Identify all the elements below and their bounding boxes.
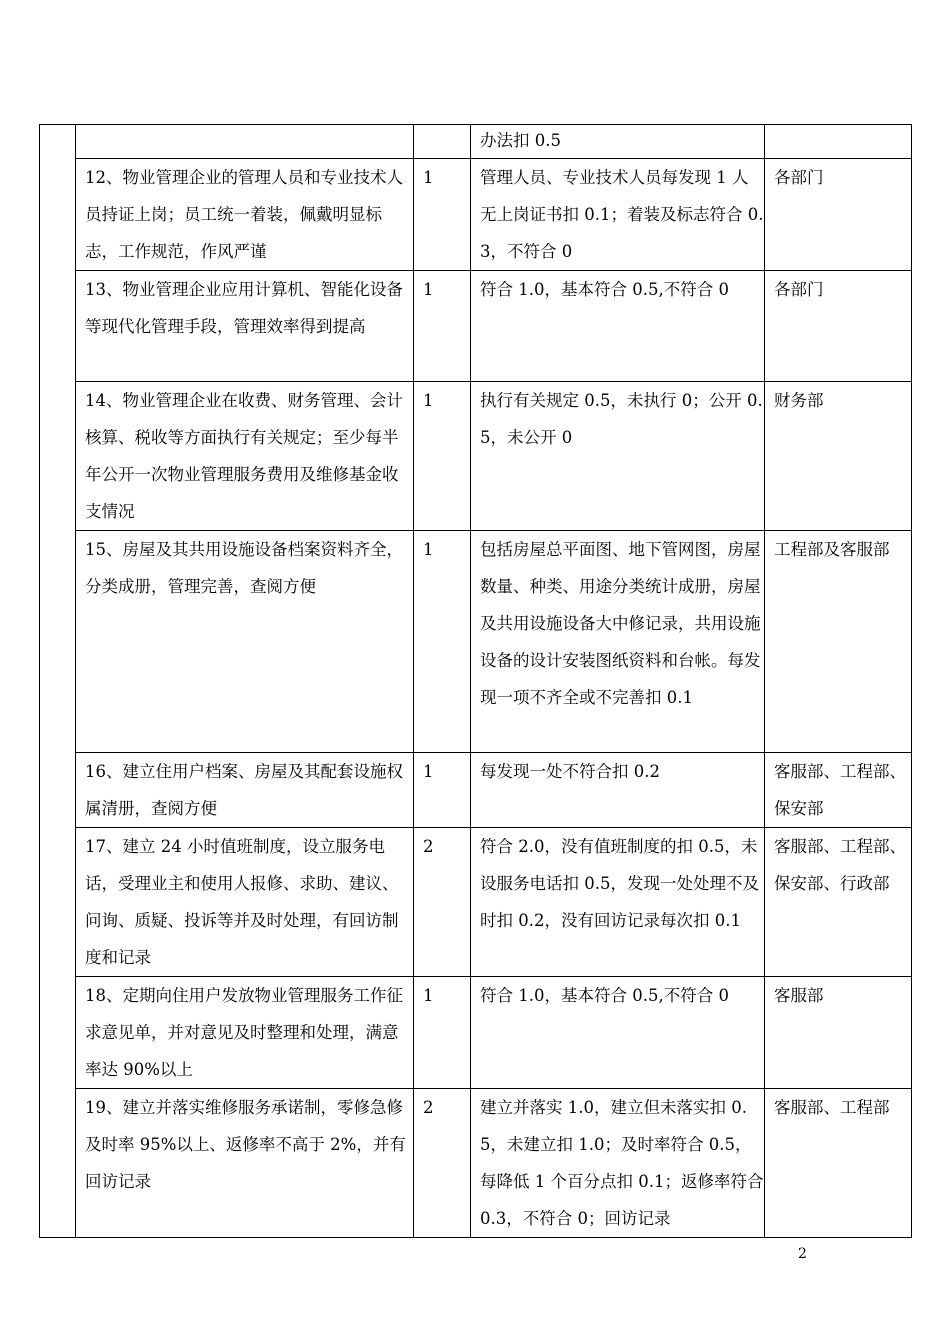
department-cell: 财务部 xyxy=(765,382,912,531)
standard-cell: 执行有关规定 0.5，未执行 0；公开 0.5，未公开 0 xyxy=(471,382,765,531)
item-cell xyxy=(76,125,414,159)
table-row xyxy=(40,159,912,271)
table-row xyxy=(40,977,912,1089)
score-cell: 1 xyxy=(414,159,471,271)
table-row xyxy=(40,753,912,828)
table-row xyxy=(40,531,912,753)
item-cell: 15、房屋及其共用设施设备档案资料齐全，分类成册，管理完善，查阅方便 xyxy=(76,531,414,753)
standard-cell: 符合 2.0，没有值班制度的扣 0.5，未设服务电话扣 0.5，发现一处处理不及时扣 0.2，没有回访记录每次扣 0.1 xyxy=(471,828,765,977)
evaluation-table xyxy=(39,124,912,1238)
category-cell xyxy=(40,125,76,1238)
standard-cell: 包括房屋总平面图、地下管网图，房屋数量、种类、用途分类统计成册，房屋及共用设施设备大中修记录，共用设施设备的设计安装图纸资料和台帐。每发现一项不齐全或不完善扣 0.1 xyxy=(471,531,765,753)
department-cell: 客服部、工程部、保安部、行政部 xyxy=(765,828,912,977)
department-cell: 各部门 xyxy=(765,159,912,271)
score-cell: 1 xyxy=(414,531,471,753)
item-cell: 12、物业管理企业的管理人员和专业技术人员持证上岗；员工统一着装，佩戴明显标志，工作规范，作风严谨 xyxy=(76,159,414,271)
item-cell: 17、建立 24 小时值班制度，设立服务电话，受理业主和使用人报修、求助、建议、问询、质疑、投诉等并及时处理，有回访制度和记录 xyxy=(76,828,414,977)
department-cell xyxy=(765,125,912,159)
table-row xyxy=(40,1089,912,1238)
score-cell: 1 xyxy=(414,753,471,828)
item-cell: 14、物业管理企业在收费、财务管理、会计核算、税收等方面执行有关规定；至少每半年公开一次物业管理服务费用及维修基金收支情况 xyxy=(76,382,414,531)
item-cell: 18、定期向住用户发放物业管理服务工作征求意见单，并对意见及时整理和处理，满意率达 90%以上 xyxy=(76,977,414,1089)
department-cell: 各部门 xyxy=(765,271,912,382)
item-cell: 13、物业管理企业应用计算机、智能化设备等现代化管理手段，管理效率得到提高 xyxy=(76,271,414,382)
standard-cell: 每发现一处不符合扣 0.2 xyxy=(471,753,765,828)
standard-cell: 符合 1.0，基本符合 0.5,不符合 0 xyxy=(471,977,765,1089)
item-cell: 16、建立住用户档案、房屋及其配套设施权属清册，查阅方便 xyxy=(76,753,414,828)
score-cell xyxy=(414,125,471,159)
score-cell: 2 xyxy=(414,828,471,977)
standard-cell: 办法扣 0.5 xyxy=(471,125,765,159)
table-row xyxy=(40,125,912,159)
department-cell: 客服部 xyxy=(765,977,912,1089)
score-cell: 1 xyxy=(414,382,471,531)
standard-cell: 管理人员、专业技术人员每发现 1 人无上岗证书扣 0.1；着装及标志符合 0.3，不符合 0 xyxy=(471,159,765,271)
page-number: 2 xyxy=(798,1246,807,1262)
department-cell: 客服部、工程部 xyxy=(765,1089,912,1238)
table-row xyxy=(40,382,912,531)
table-row xyxy=(40,828,912,977)
score-cell: 1 xyxy=(414,271,471,382)
standard-cell: 建立并落实 1.0，建立但未落实扣 0.5，未建立扣 1.0；及时率符合 0.5，每降低 1 个百分点扣 0.1；返修率符合 0.3，不符合 0；回访记录 xyxy=(471,1089,765,1238)
table-row xyxy=(40,271,912,382)
item-cell: 19、建立并落实维修服务承诺制，零修急修及时率 95%以上、返修率不高于 2%，并有回访记录 xyxy=(76,1089,414,1238)
score-cell: 1 xyxy=(414,977,471,1089)
department-cell: 工程部及客服部 xyxy=(765,531,912,753)
score-cell: 2 xyxy=(414,1089,471,1238)
department-cell: 客服部、工程部、保安部 xyxy=(765,753,912,828)
standard-cell: 符合 1.0，基本符合 0.5,不符合 0 xyxy=(471,271,765,382)
